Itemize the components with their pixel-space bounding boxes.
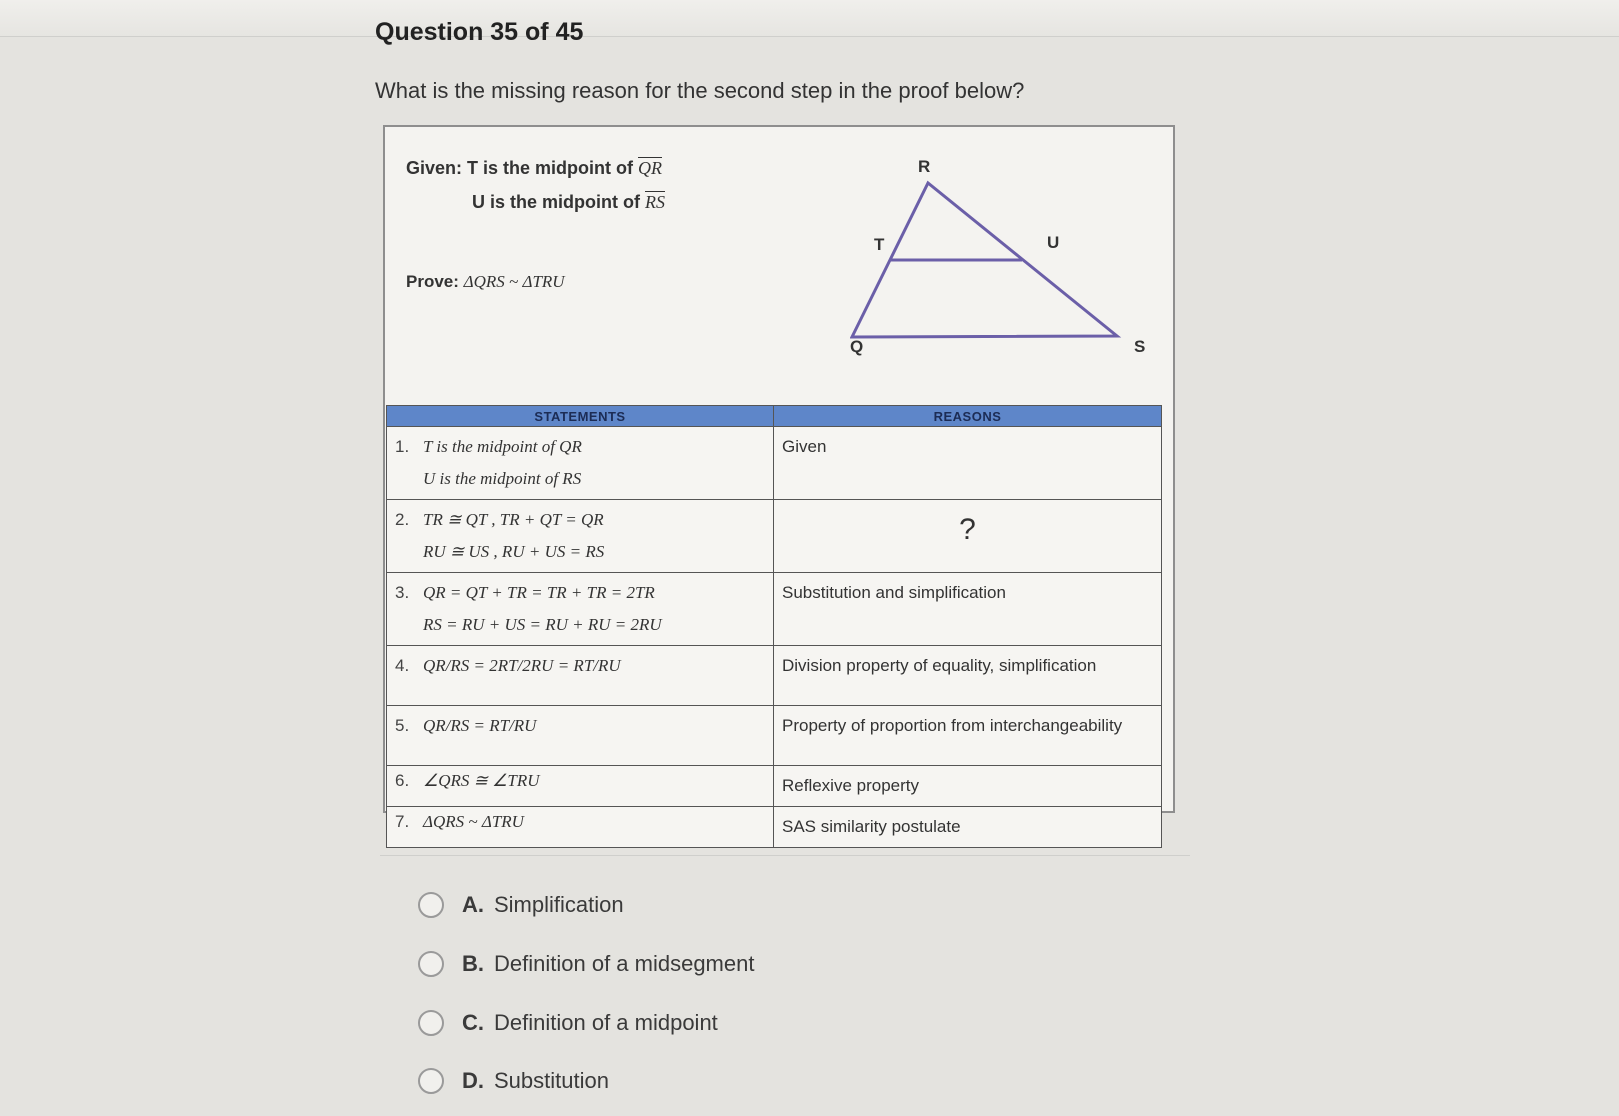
prove-label: Prove:	[406, 272, 464, 291]
table-row	[387, 573, 1162, 646]
choice-letter: B.	[462, 951, 484, 976]
choice-c[interactable]	[418, 1010, 718, 1036]
segment-qr: $\overline{QR}$	[638, 158, 662, 178]
statement-cell	[387, 500, 774, 573]
radio-d[interactable]	[418, 1068, 444, 1094]
triangle-diagram	[850, 150, 1160, 365]
segment-rs: $\overline{RS}$	[645, 192, 665, 212]
reason-cell: Reflexive property	[774, 766, 1162, 807]
table-row	[387, 500, 1162, 573]
given-text-1: Given: T is the midpoint of	[406, 158, 638, 178]
missing-reason: ?	[959, 513, 976, 546]
reason-cell: Given	[774, 427, 1162, 500]
choice-a[interactable]	[418, 892, 624, 918]
statement-line: QR/RS = 2RT/2RU = RT/RU	[423, 656, 621, 675]
reason-cell: SAS similarity postulate	[774, 807, 1162, 848]
choice-d[interactable]	[418, 1068, 609, 1094]
reason-cell	[774, 500, 1162, 573]
row-number: 1.	[395, 437, 410, 456]
proof-table	[386, 405, 1162, 848]
row-number: 2.	[395, 510, 410, 529]
statement-cell	[387, 807, 774, 848]
choice-letter: A.	[462, 892, 484, 917]
given-line-1	[406, 158, 662, 179]
row-number: 3.	[395, 583, 410, 602]
table-row	[387, 706, 1162, 766]
choice-letter: C.	[462, 1010, 484, 1035]
label-q: Q	[850, 337, 864, 356]
divider	[380, 855, 1190, 856]
row-number: 7.	[395, 812, 410, 831]
reason-cell: Property of proportion from interchangeability	[774, 706, 1162, 766]
statement-line: QR = QT + TR = TR + TR = 2TR	[423, 583, 655, 602]
table-row	[387, 766, 1162, 807]
statement-cell	[387, 573, 774, 646]
reason-cell: Division property of equality, simplification	[774, 646, 1162, 706]
top-bar	[0, 0, 1619, 37]
statement-line: TR ≅ QT , TR + QT = QR	[423, 510, 604, 529]
table-row	[387, 807, 1162, 848]
label-u: U	[1047, 233, 1060, 252]
table-header-row	[387, 406, 1162, 427]
label-r: R	[918, 157, 931, 176]
choice-letter: D.	[462, 1068, 484, 1093]
statement-line: QR/RS = RT/RU	[423, 716, 537, 735]
statement-line: ∠QRS ≅ ∠TRU	[423, 771, 540, 790]
choice-text: Simplification	[494, 892, 624, 917]
question-number: Question 35 of 45	[375, 18, 584, 46]
statement-line: T is the midpoint of QR	[423, 437, 582, 456]
choice-text: Definition of a midsegment	[494, 951, 755, 976]
statement-cell	[387, 646, 774, 706]
row-number: 5.	[395, 716, 410, 735]
choice-b[interactable]	[418, 951, 754, 977]
radio-c[interactable]	[418, 1010, 444, 1036]
label-t: T	[874, 235, 885, 254]
choice-text: Substitution	[494, 1068, 609, 1093]
statement-line: RS = RU + US = RU + RU = 2RU	[423, 615, 662, 634]
statement-line: U is the midpoint of RS	[423, 469, 582, 488]
reasons-header: REASONS	[774, 406, 1162, 427]
choice-text: Definition of a midpoint	[494, 1010, 718, 1035]
radio-a[interactable]	[418, 892, 444, 918]
prove-line	[406, 272, 565, 292]
statement-cell	[387, 766, 774, 807]
reason-cell: Substitution and simplification	[774, 573, 1162, 646]
radio-b[interactable]	[418, 951, 444, 977]
statements-header: STATEMENTS	[387, 406, 774, 427]
statement-cell	[387, 427, 774, 500]
row-number: 4.	[395, 656, 410, 675]
table-row	[387, 427, 1162, 500]
prove-statement: ΔQRS ~ ΔTRU	[463, 272, 565, 291]
table-row	[387, 646, 1162, 706]
label-s: S	[1134, 337, 1146, 356]
row-number: 6.	[395, 771, 410, 790]
given-line-2	[472, 192, 665, 213]
statement-line: ΔQRS ~ ΔTRU	[423, 812, 524, 831]
given-text-2: U is the midpoint of	[472, 192, 645, 212]
statement-cell	[387, 706, 774, 766]
question-prompt: What is the missing reason for the second step in the proof below?	[375, 78, 1025, 103]
statement-line: RU ≅ US , RU + US = RS	[423, 542, 605, 561]
